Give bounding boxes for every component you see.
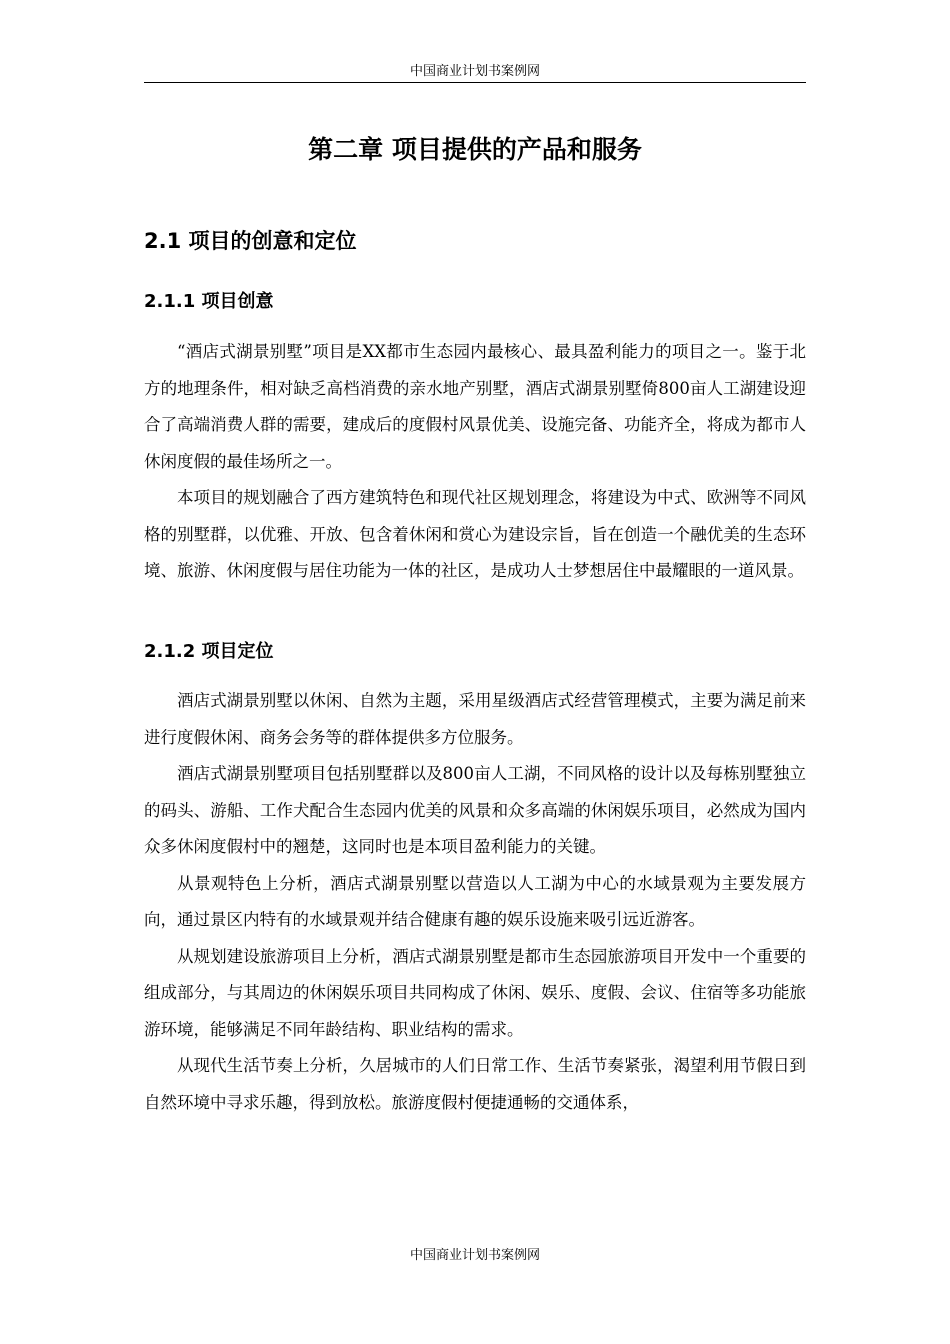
paragraph: 从规划建设旅游项目上分析，酒店式湖景别墅是都市生态园旅游项目开发中一个重要的组成部分，与其周边的休闲娱乐项目共同构成了休闲、娱乐、度假、会议、住宿等多功能旅游环境，能够满足不同年龄结构、职业结构的需求。 bbox=[144, 946, 806, 1039]
paragraph: 从景观特色上分析，酒店式湖景别墅以营造以人工湖为中心的水域景观为主要发展方向，通过景区内特有的水域景观并结合健康有趣的娱乐设施来吸引远近游客。 bbox=[144, 873, 806, 929]
subsection-title-2-1-1: 2.1.1 项目创意 bbox=[144, 291, 274, 312]
header-divider bbox=[144, 82, 806, 83]
paragraph: 本项目的规划融合了西方建筑特色和现代社区规划理念，将建设为中式、欧洲等不同风格的别墅群，以优雅、开放、包含着休闲和赏心为建设宗旨，旨在创造一个融优美的生态环境、旅游、休闲度假与居住功能为一体的社区，是成功人士梦想居住中最耀眼的一道风景。 bbox=[144, 488, 806, 580]
page-footer: 中国商业计划书案例网 bbox=[409, 1248, 540, 1263]
page-header: 中国商业计划书案例网 bbox=[409, 64, 540, 79]
subsection-title-2-1-2: 2.1.2 项目定位 bbox=[144, 641, 274, 662]
paragraph: 从现代生活节奏上分析，久居城市的人们日常工作、生活节奏紧张，渴望利用节假日到自然环境中寻求乐趣，得到放松。旅游度假村便捷通畅的交通体系， bbox=[144, 1056, 806, 1112]
paragraph: “酒店式湖景别墅”项目是XX都市生态园内最核心、最具盈利能力的项目之一。鉴于北方的地理条件，相对缺乏高档消费的亲水地产别墅，酒店式湖景别墅倚800亩人工湖建设迎合了高端消费人群的需要，建成后的度假村风景优美、设施完备、功能齐全，将成为都市人休闲度假的最佳场所之一。 bbox=[144, 342, 806, 471]
subsection-2-1-1-body bbox=[144, 334, 806, 590]
paragraph: 酒店式湖景别墅项目包括别墅群以及800亩人工湖，不同风格的设计以及每栋别墅独立的码头、游船、工作犬配合生态园内优美的风景和众多高端的休闲娱乐项目，必然成为国内众多休闲度假村中的翘楚，这同时也是本项目盈利能力的关键。 bbox=[144, 764, 806, 856]
paragraph: 酒店式湖景别墅以休闲、自然为主题，采用星级酒店式经营管理模式，主要为满足前来进行度假休闲、商务会务等的群体提供多方位服务。 bbox=[144, 691, 806, 747]
subsection-2-1-2-body bbox=[144, 683, 806, 1121]
chapter-title: 第二章 项目提供的产品和服务 bbox=[308, 135, 642, 164]
section-title-2-1: 2.1 项目的创意和定位 bbox=[144, 229, 357, 253]
